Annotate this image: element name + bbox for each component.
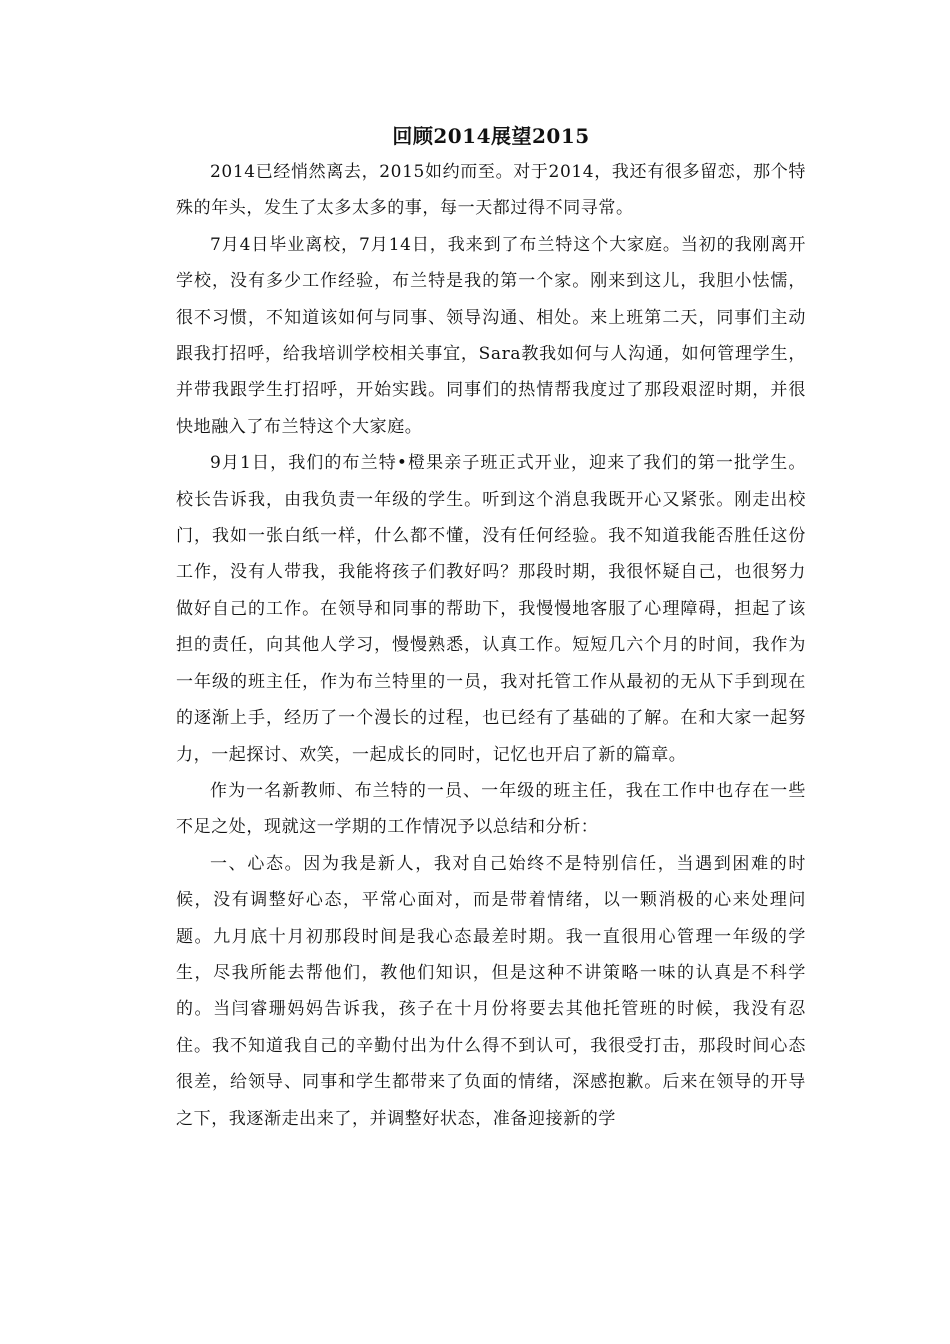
paragraph-mindset: 一、心态。因为我是新人，我对自己始终不是特别信任，当遇到困难的时候，没有调整好心态，平常心面对，而是带着情绪，以一颗消极的心来处理问题。九月底十月初那段时间是我心态最差时期。我一直很用心管理一年级的学生，尽我所能去帮他们，教他们知识，但是这种不讲策略一味的认真是不科学的。当闫睿珊妈妈告诉我，孩子在十月份将要去其他托管班的时候，我没有忍住。我不知道我自己的辛勤付出为什么得不到认可，我很受打击，那段时间心态很差，给领导、同事和学生都带来了负面的情绪，深感抱歉。后来在领导的开导之下，我逐渐走出来了，并调整好状态，准备迎接新的学 <box>176 853 806 1129</box>
paragraph-intro: 2014已经悄然离去，2015如约而至。对于2014，我还有很多留恋，那个特殊的年头，发生了太多太多的事，每一天都过得不同寻常。 <box>176 162 806 219</box>
paragraph-first-class: 9月1日，我们的布兰特•橙果亲子班正式开业，迎来了我们的第一批学生。校长告诉我，由我负责一年级的学生。听到这个消息我既开心又紧张。刚走出校门，我如一张白纸一样，什么都不懂，没有任何经验。我不知道我能否胜任这份工作，没有人带我，我能将孩子们教好吗？那段时期，我很怀疑自己，也很努力做好自己的工作。在领导和同事的帮助下，我慢慢地客服了心理障碍，担起了该担的责任，向其他人学习，慢慢熟悉，认真工作。短短几六个月的时间，我作为一年级的班主任，作为布兰特里的一员，我对托管工作从最初的无从下手到现在的逐渐上手，经历了一个漫长的过程，也已经有了基础的了解。在和大家一起努力，一起探讨、欢笑，一起成长的同时，记忆也开启了新的篇章。 <box>176 453 806 765</box>
document-title: 回顾2014展望2015 <box>392 124 590 148</box>
paragraph-summary-intro: 作为一名新教师、布兰特的一员、一年级的班主任，我在工作中也存在一些不足之处，现就这一学期的工作情况予以总结和分析： <box>176 780 806 838</box>
paragraph-joining: 7月4日毕业离校，7月14日，我来到了布兰特这个大家庭。当初的我刚离开学校，没有多少工作经验，布兰特是我的第一个家。刚来到这儿，我胆小怯懦，很不习惯，不知道该如何与同事、领导沟通、相处。来上班第二天，同事们主动跟我打招呼，给我培训学校相关事宜，Sara教我如何与人沟通，如何管理学生，并带我跟学生打招呼，开始实践。同事们的热情帮我度过了那段艰涩时期，并很快地融入了布兰特这个大家庭。 <box>176 234 806 437</box>
document-body <box>176 118 806 1137</box>
